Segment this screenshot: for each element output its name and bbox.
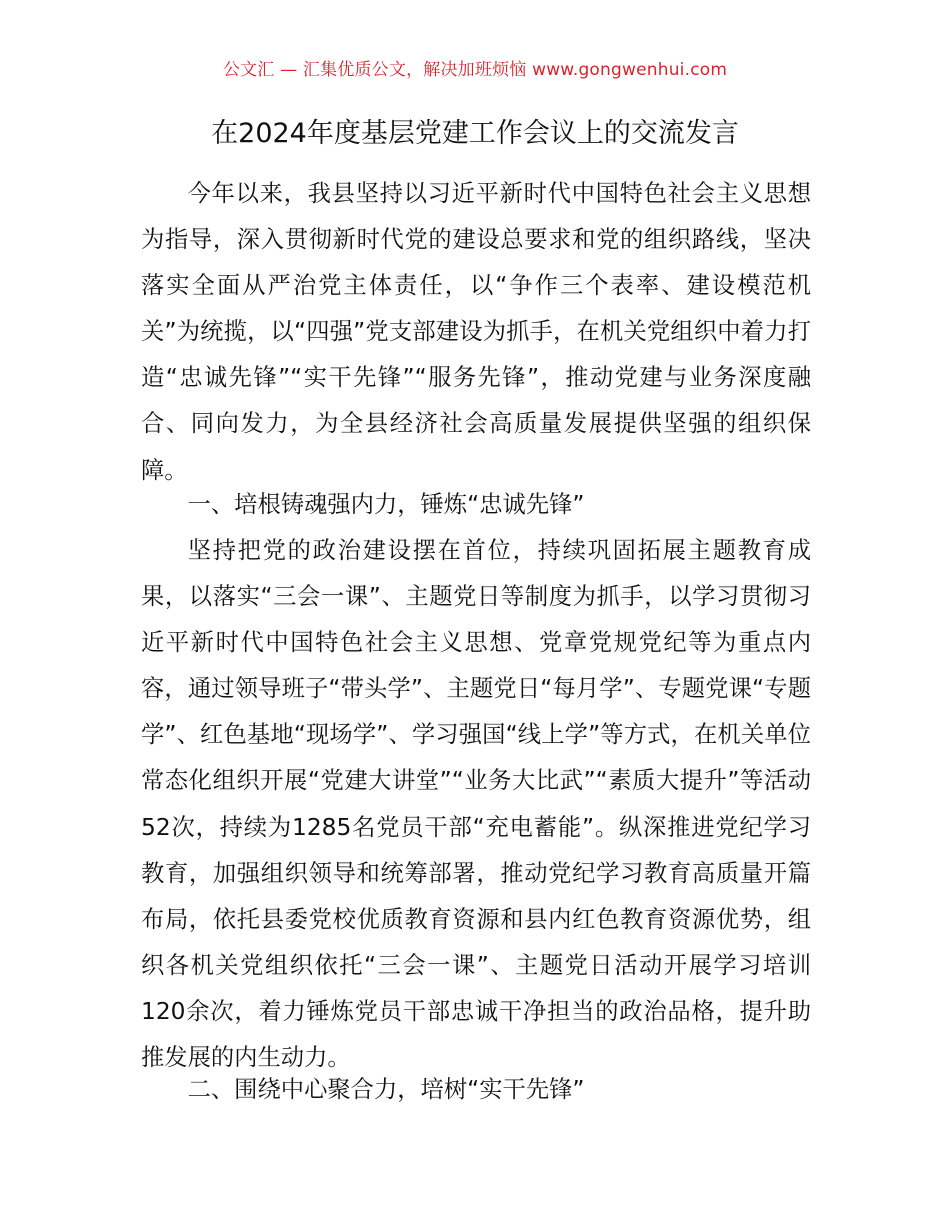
section-paragraph-1: 坚持把党的政治建设摆在首位，持续巩固拓展主题教育成果，以落实“三会一课”、主题党日等制度为抓手，以学习贯彻习近平新时代中国特色社会主义思想、党章党规党纪等为重点内容，通过领导班子“带头学”、主题党日“每月学”、专题党课“专题学”、红色基地“现场学”、学习强国“线上学”等方式，在机关单位常态化组织开展“党建大讲堂”“业务大比武”“素质大提升”等活动52次，持续为1285名党员干部“充电蓄能”。纵深推进党纪学习教育，加强组织领导和统筹部署，推动党纪学习教育高质量开篇布局，依托县委党校优质教育资源和县内红色教育资源优势，组织各机关党组织依托“三会一课”、主题党日活动开展学习培训120余次，着力锤炼党员干部忠诚干净担当的政治品格，提升助推发展的内生动力。 [141,537,811,1072]
intro-paragraph: 今年以来，我县坚持以习近平新时代中国特色社会主义思想为指导，深入贯彻新时代党的建设总要求和党的组织路线，坚决落实全面从严治党主体责任，以“争作三个表率、建设模范机关”为统揽，以“四强”党支部建设为抓手，在机关党组织中着力打造“忠诚先锋”“实干先锋”“服务先锋”，推动党建与业务深度融合、同向发力，为全县经济社会高质量发展提供坚强的组织保障。 [141,180,811,484]
document-title: 在2024年度基层党建工作会议上的交流发言 [211,118,739,149]
section-heading-2: 二、围绕中心聚合力，培树“实干先锋” [187,1076,585,1103]
site-banner[interactable]: 公文汇 — 汇集优质公文，解决加班烦恼 www.gongwenhui.com [222,60,728,80]
section-heading-1: 一、培根铸魂强内力，锤炼“忠诚先锋” [187,491,585,518]
